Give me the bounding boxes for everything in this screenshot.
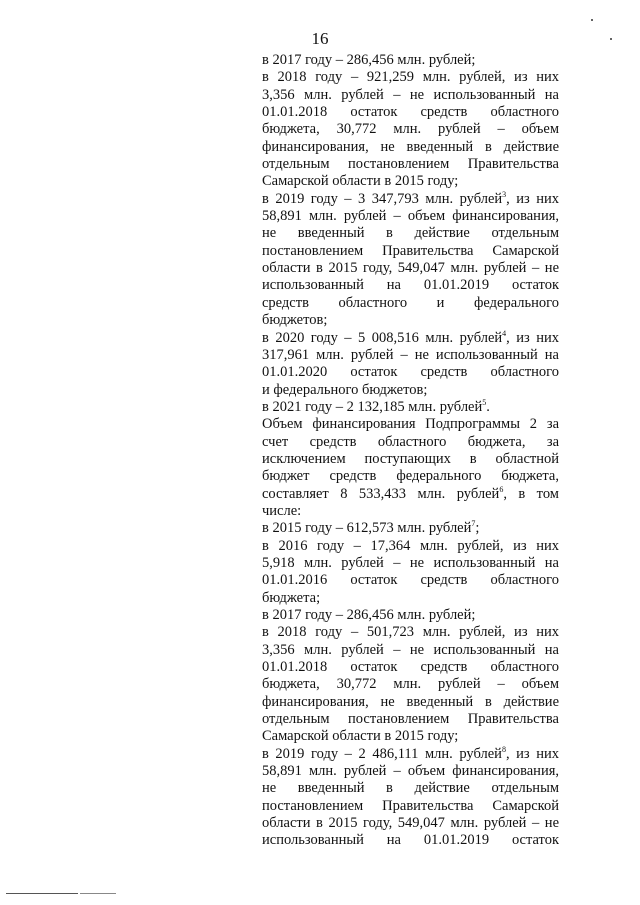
text-line [262, 399, 559, 416]
paragraph [262, 416, 559, 520]
text-line: 3,356 млн. рублей – не использованный на [262, 641, 559, 658]
text-line: 317,961 млн. рублей – не использованный на [262, 346, 559, 363]
page-number: 16 [311, 29, 329, 48]
text-line: Самарской области в 2015 году; [262, 173, 459, 190]
line-text: в 2019 году – 3 347,793 млн. рублей [262, 190, 503, 207]
text-line: в 2017 году – 286,456 млн. рублей; [262, 607, 476, 623]
text-line: средств областного и федерального [262, 294, 559, 311]
footnote-ref: 8 [501, 745, 506, 754]
text-line [262, 520, 559, 537]
paragraph [262, 520, 559, 537]
document-body [262, 52, 559, 850]
text-line: 5,918 млн. рублей – не использованный на [262, 554, 559, 571]
text-line: постановлением Правительства Самарской [262, 797, 559, 814]
text-line: исключением поступающих в областной [262, 450, 559, 467]
text-line: бюджета; [262, 589, 321, 606]
text-line: 01.01.2018 остаток средств областного [262, 104, 559, 121]
text-line: в 2017 году – 286,456 млн. рублей; [262, 52, 476, 68]
scan-edge-mark [80, 893, 116, 894]
paragraph [262, 538, 559, 607]
text-line: бюджета, 30,772 млн. рублей – объем [262, 676, 559, 693]
text-line: в 2018 году – 501,723 млн. рублей, из них [262, 624, 559, 641]
text-line: не введенный в действие отдельным [262, 225, 559, 242]
text-line: в 2018 году – 921,259 млн. рублей, из них [262, 69, 559, 86]
text-line: финансирования, не введенный в действие [262, 138, 559, 155]
text-line: отдельным постановлением Правительства [262, 711, 559, 728]
text-line: использованный на 01.01.2019 остаток [262, 832, 559, 849]
text-line [262, 191, 559, 208]
text-line: постановлением Правительства Самарской [262, 242, 559, 259]
paragraph [262, 746, 559, 850]
text-line: 3,356 млн. рублей – не использованный на [262, 86, 559, 103]
line-text: в 2019 году – 2 486,111 млн. рублей [262, 745, 502, 762]
line-text-tail: , в том [503, 485, 559, 502]
line-text-tail: , из них [505, 745, 559, 762]
paragraph [262, 624, 559, 745]
scan-speck [591, 19, 593, 21]
text-line: бюджета, 30,772 млн. рублей – объем [262, 121, 559, 138]
line-text-tail: ; [475, 520, 480, 537]
text-line: Объем финансирования Подпрограммы 2 за [262, 416, 559, 433]
text-line [262, 486, 559, 503]
footnote-ref: 4 [502, 329, 507, 338]
paragraph [262, 607, 559, 624]
text-line: в 2016 году – 17,364 млн. рублей, из них [262, 537, 559, 554]
text-line: числе: [262, 502, 302, 519]
line-text-tail: , из них [506, 329, 559, 346]
scan-speck [610, 38, 612, 40]
line-text: в 2021 году – 2 132,185 млн. рублей [262, 398, 483, 415]
text-line: 01.01.2018 остаток средств областного [262, 659, 559, 676]
paragraph [262, 399, 559, 416]
text-line: и федерального бюджетов; [262, 381, 428, 398]
text-line: области в 2015 году, 549,047 млн. рублей – не [262, 260, 559, 277]
line-text-tail: , из них [506, 190, 559, 207]
paragraph [262, 191, 559, 330]
footnote-ref: 3 [502, 190, 507, 199]
line-text-tail: . [486, 398, 490, 415]
text-line: отдельным постановлением Правительства [262, 156, 559, 173]
text-line: использованный на 01.01.2019 остаток [262, 277, 559, 294]
text-line: Самарской области в 2015 году; [262, 728, 459, 745]
text-line [262, 746, 559, 763]
text-line: 58,891 млн. рублей – объем финансирования, [262, 763, 559, 780]
text-line: области в 2015 году, 549,047 млн. рублей – не [262, 815, 559, 832]
line-text: в 2020 году – 5 008,516 млн. рублей [262, 329, 503, 346]
footnote-ref: 7 [471, 520, 476, 529]
text-line: 58,891 млн. рублей – объем финансирования, [262, 208, 559, 225]
footnote-ref: 5 [482, 398, 487, 408]
text-line: 01.01.2020 остаток средств областного [262, 364, 559, 381]
text-line: бюджетов; [262, 312, 328, 329]
paragraph [262, 52, 559, 69]
text-line: счет средств областного бюджета, за [262, 433, 559, 450]
text-line: бюджет средств федерального бюджета, [262, 468, 559, 485]
text-line: не введенный в действие отдельным [262, 780, 559, 797]
paragraph [262, 330, 559, 399]
text-line: финансирования, не введенный в действие [262, 693, 559, 710]
scan-edge-mark [6, 893, 78, 894]
line-text: составляет 8 533,433 млн. рублей [262, 485, 500, 502]
line-text: в 2015 году – 612,573 млн. рублей [262, 520, 472, 537]
text-line: 01.01.2016 остаток средств областного [262, 572, 559, 589]
footnote-ref: 6 [499, 485, 504, 494]
text-line [262, 330, 559, 347]
paragraph [262, 69, 559, 190]
